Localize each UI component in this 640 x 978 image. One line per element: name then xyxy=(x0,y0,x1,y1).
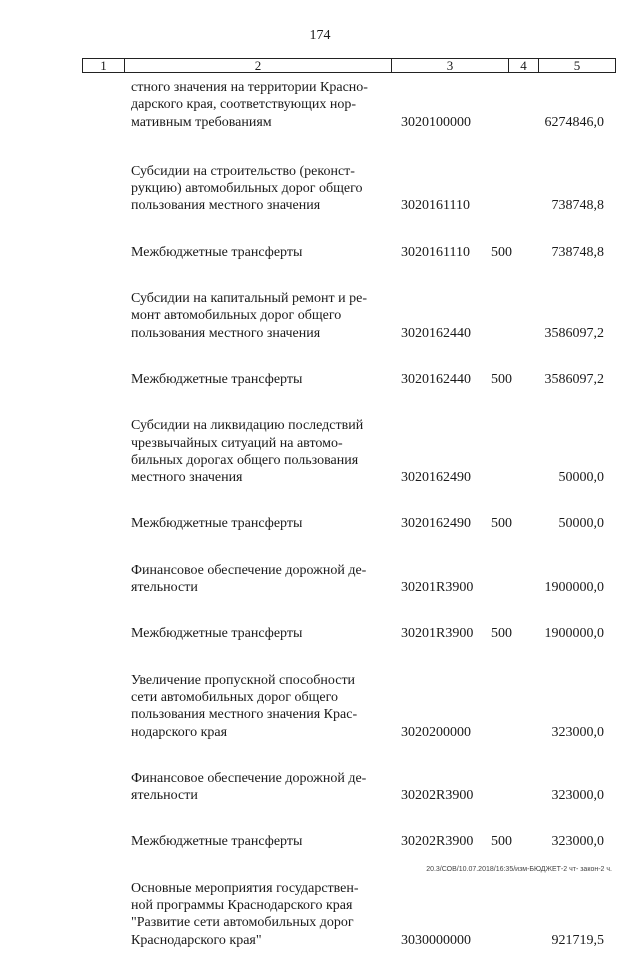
row-name-line: нодарского края xyxy=(131,724,228,740)
row-expense-type: 500 xyxy=(491,834,512,850)
table-row xyxy=(0,290,640,342)
row-code: 30201R3900 xyxy=(401,626,474,642)
table-row xyxy=(0,625,640,642)
row-name xyxy=(131,672,390,741)
row-code: 3020162490 xyxy=(401,516,471,532)
row-amount: 50000,0 xyxy=(558,470,604,486)
row-name-line: ной программы Краснодарского края xyxy=(131,898,353,914)
table-row xyxy=(0,163,640,215)
row-name xyxy=(131,371,390,388)
table-row xyxy=(0,417,640,486)
row-code: 3020100000 xyxy=(401,114,471,130)
row-expense-type: 500 xyxy=(491,244,512,260)
row-name-line: Субсидии на строительство (реконст- xyxy=(131,163,355,179)
table-row xyxy=(0,562,640,597)
row-amount: 3586097,2 xyxy=(544,371,604,387)
row-name xyxy=(131,770,390,805)
row-name-line: пользования местного значения xyxy=(131,198,321,214)
header-col-5: 5 xyxy=(573,58,581,73)
table-row xyxy=(0,880,640,949)
row-name-line: чрезвычайных ситуаций на автомо- xyxy=(131,435,343,451)
row-name xyxy=(131,625,390,642)
row-name-line: ятельности xyxy=(131,580,198,596)
row-name xyxy=(131,515,390,532)
row-amount: 323000,0 xyxy=(551,788,604,804)
row-name-line: стного значения на территории Красно- xyxy=(131,80,368,95)
table-header xyxy=(82,58,616,73)
table-body xyxy=(0,79,640,978)
row-name-line: Межбюджетные трансферты xyxy=(131,834,303,850)
row-code: 3020162490 xyxy=(401,470,471,486)
footer-code: 20.3/СОВ/10.07.2018/16:35/изм-БЮДЖЕТ-2 чт- закон-2 ч. xyxy=(426,866,612,873)
row-name-line: дарского края, соответствующих нор- xyxy=(131,97,357,113)
row-expense-type: 500 xyxy=(491,371,512,387)
row-amount: 3586097,2 xyxy=(544,325,604,341)
row-code: 3020162440 xyxy=(401,325,471,341)
row-name-line: Межбюджетные трансферты xyxy=(131,371,303,387)
header-col-2: 2 xyxy=(125,59,392,72)
header-col-4: 4 xyxy=(509,59,539,72)
row-name-line: ятельности xyxy=(131,788,198,804)
table-row xyxy=(0,770,640,805)
row-name-line: Субсидии на капитальный ремонт и ре- xyxy=(131,291,367,307)
page-number: 174 xyxy=(309,28,331,43)
row-name-line: местного значения xyxy=(131,470,243,486)
row-expense-type: 500 xyxy=(491,626,512,642)
row-name xyxy=(131,880,390,949)
row-code: 3020161110 xyxy=(401,198,470,214)
row-name-line: Межбюджетные трансферты xyxy=(131,516,303,532)
row-code: 3020161110 xyxy=(401,244,470,260)
row-name-line: сети автомобильных дорог общего xyxy=(131,689,338,705)
row-name xyxy=(131,79,390,131)
table-row xyxy=(0,371,640,388)
row-expense-type: 500 xyxy=(491,516,512,532)
row-name-line: пользования местного значения Крас- xyxy=(131,707,358,723)
row-amount: 1900000,0 xyxy=(544,626,604,642)
row-name-line: мативным требованиям xyxy=(131,114,272,130)
row-code: 3020200000 xyxy=(401,724,471,740)
row-name-line: Финансовое обеспечение дорожной де- xyxy=(131,562,367,578)
row-amount: 323000,0 xyxy=(551,724,604,740)
row-amount: 921719,5 xyxy=(551,932,604,948)
row-amount: 738748,8 xyxy=(551,198,604,214)
row-name-line: монт автомобильных дорог общего xyxy=(131,308,342,324)
row-name-line: Увеличение пропускной способности xyxy=(131,672,356,688)
row-name xyxy=(131,163,390,215)
row-name-line: бильных дорогах общего пользования xyxy=(131,452,359,468)
row-amount: 738748,8 xyxy=(551,244,604,260)
row-amount: 1900000,0 xyxy=(544,580,604,596)
row-name-line: пользования местного значения xyxy=(131,325,321,341)
table-row xyxy=(0,833,640,850)
row-amount: 323000,0 xyxy=(551,834,604,850)
row-name xyxy=(131,417,390,486)
row-code: 30202R3900 xyxy=(401,834,474,850)
row-amount: 50000,0 xyxy=(558,516,604,532)
row-name xyxy=(131,833,390,850)
header-col-1: 1 xyxy=(83,59,125,72)
row-name-line: Краснодарского края" xyxy=(131,932,262,948)
row-code: 30201R3900 xyxy=(401,580,474,596)
row-code: 3020162440 xyxy=(401,371,471,387)
row-name-line: Финансовое обеспечение дорожной де- xyxy=(131,770,367,786)
row-code: 3030000000 xyxy=(401,932,471,948)
row-name xyxy=(131,290,390,342)
row-name-line: "Развитие сети автомобильных дорог xyxy=(131,915,354,931)
table-row xyxy=(0,672,640,741)
header-col-3: 3 xyxy=(392,59,509,72)
table-row xyxy=(0,515,640,532)
row-amount: 6274846,0 xyxy=(544,114,604,130)
row-name xyxy=(131,562,390,597)
row-name-line: Межбюджетные трансферты xyxy=(131,626,303,642)
row-name-line: рукцию) автомобильных дорог общего xyxy=(131,181,363,197)
table-row xyxy=(0,79,640,131)
row-code: 30202R3900 xyxy=(401,788,474,804)
row-name-line: Субсидии на ликвидацию последствий xyxy=(131,418,364,434)
table-row xyxy=(0,244,640,261)
row-name xyxy=(131,244,390,261)
row-name-line: Межбюджетные трансферты xyxy=(131,244,303,260)
row-name-line: Основные мероприятия государствен- xyxy=(131,880,359,896)
